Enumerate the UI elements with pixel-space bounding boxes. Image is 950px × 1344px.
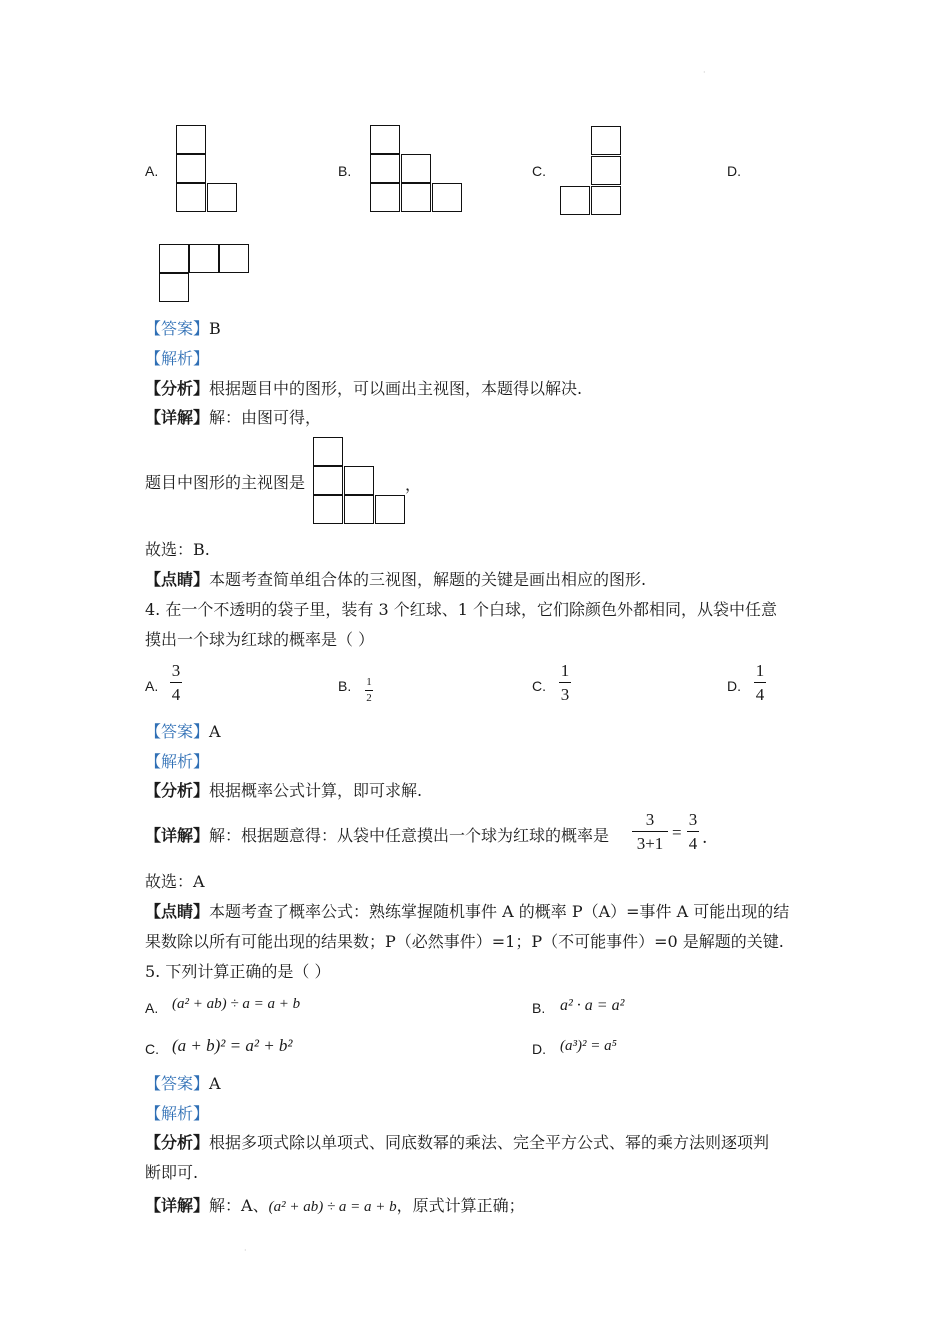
option-a-label: A. [145, 163, 159, 179]
q4-option-a-label: A. [145, 678, 159, 694]
decorative-dot: · [703, 68, 706, 77]
q5-fenxi-line2: 断即可. [145, 1163, 199, 1182]
q3-fenxi-line: 【分析】根据题目中的图形，可以画出主视图，本题得以解决. [145, 379, 583, 398]
q4-jiexi-tag: 【解析】 [145, 752, 210, 771]
q4-option-c-label: C. [532, 678, 546, 694]
q4-stem-line2: 摸出一个球为红球的概率是（ ） [145, 630, 375, 649]
q4-stem-line1: 4. 在一个不透明的袋子里，装有 3 个红球、1 个白球，它们除颜色外都相同，从袋中任意 [145, 600, 777, 619]
q3-answer-line: 【答案】B [145, 319, 221, 338]
q5-stem: 5. 下列计算正确的是（ ） [145, 962, 331, 981]
q4-dianjing-line2: 果数除以所有可能出现的结果数；P（必然事件）=1；P（不可能事件）=0 是解题的关键. [145, 932, 784, 951]
q4-calc-fraction-1: 3 3+1 [632, 811, 668, 852]
decorative-dot: · [244, 1246, 247, 1255]
q4-option-b-label: B. [338, 678, 352, 694]
q5-option-b-label: B. [532, 1000, 546, 1016]
q3-main-view-text: 题目中图形的主视图是 [145, 473, 306, 492]
q4-option-d-fraction: 1 4 [755, 661, 765, 704]
q4-guxuan: 故选：A [145, 872, 205, 891]
q4-option-c-fraction: 1 3 [560, 661, 570, 704]
q3-dianjing-line: 【点睛】本题考查简单组合体的三视图，解题的关键是画出相应的图形. [145, 570, 647, 589]
option-b-label: B. [338, 163, 352, 179]
q3-jiexi-tag: 【解析】 [145, 349, 210, 368]
q4-option-a-fraction: 3 4 [171, 661, 181, 704]
q5-option-b-expr: a² · a = a² [560, 997, 625, 1014]
q5-option-d-expr: (a³)² = a⁵ [560, 1038, 617, 1054]
q4-option-b-fraction: 1 2 [366, 676, 372, 704]
q4-fenxi-line: 【分析】根据概率公式计算，即可求解. [145, 781, 423, 800]
q3-guxuan: 故选：B. [145, 540, 210, 559]
q5-xiangjie-line: 【详解】解：A、(a² + ab) ÷ a = a + b，原式计算正确； [145, 1196, 525, 1215]
q4-option-d-label: D. [727, 678, 741, 694]
q5-option-c-expr: (a + b)² = a² + b² [172, 1036, 293, 1055]
q4-calc-fraction-2: 3 4 [688, 810, 698, 853]
q5-option-d-label: D. [532, 1041, 546, 1057]
q5-option-a-expr: (a² + ab) ÷ a = a + b [172, 996, 301, 1012]
q5-option-c-label: C. [145, 1041, 159, 1057]
q5-option-a-label: A. [145, 1000, 159, 1016]
q4-dianjing-line1: 【点睛】本题考查了概率公式：熟练掌握随机事件 A 的概率 P（A）=事件 A 可能出现的结 [145, 902, 790, 921]
option-c-label: C. [532, 163, 546, 179]
q4-calc-period: . [702, 828, 708, 848]
q5-jiexi-tag: 【解析】 [145, 1104, 210, 1123]
q5-fenxi-line1: 【分析】根据多项式除以单项式、同底数幂的乘法、完全平方公式、幂的乘方法则逐项判 [145, 1133, 770, 1152]
q4-answer-line: 【答案】A [145, 722, 221, 741]
q4-xiangjie-line: 【详解】解：根据题意得：从袋中任意摸出一个球为红球的概率是 [145, 826, 610, 845]
q5-answer-line: 【答案】A [145, 1074, 221, 1093]
q4-calc-equals: = [672, 823, 682, 842]
q3-comma: ， [405, 475, 422, 494]
q3-xiangjie-line: 【详解】解：由图可得， [145, 408, 322, 427]
option-d-label: D. [727, 163, 741, 179]
